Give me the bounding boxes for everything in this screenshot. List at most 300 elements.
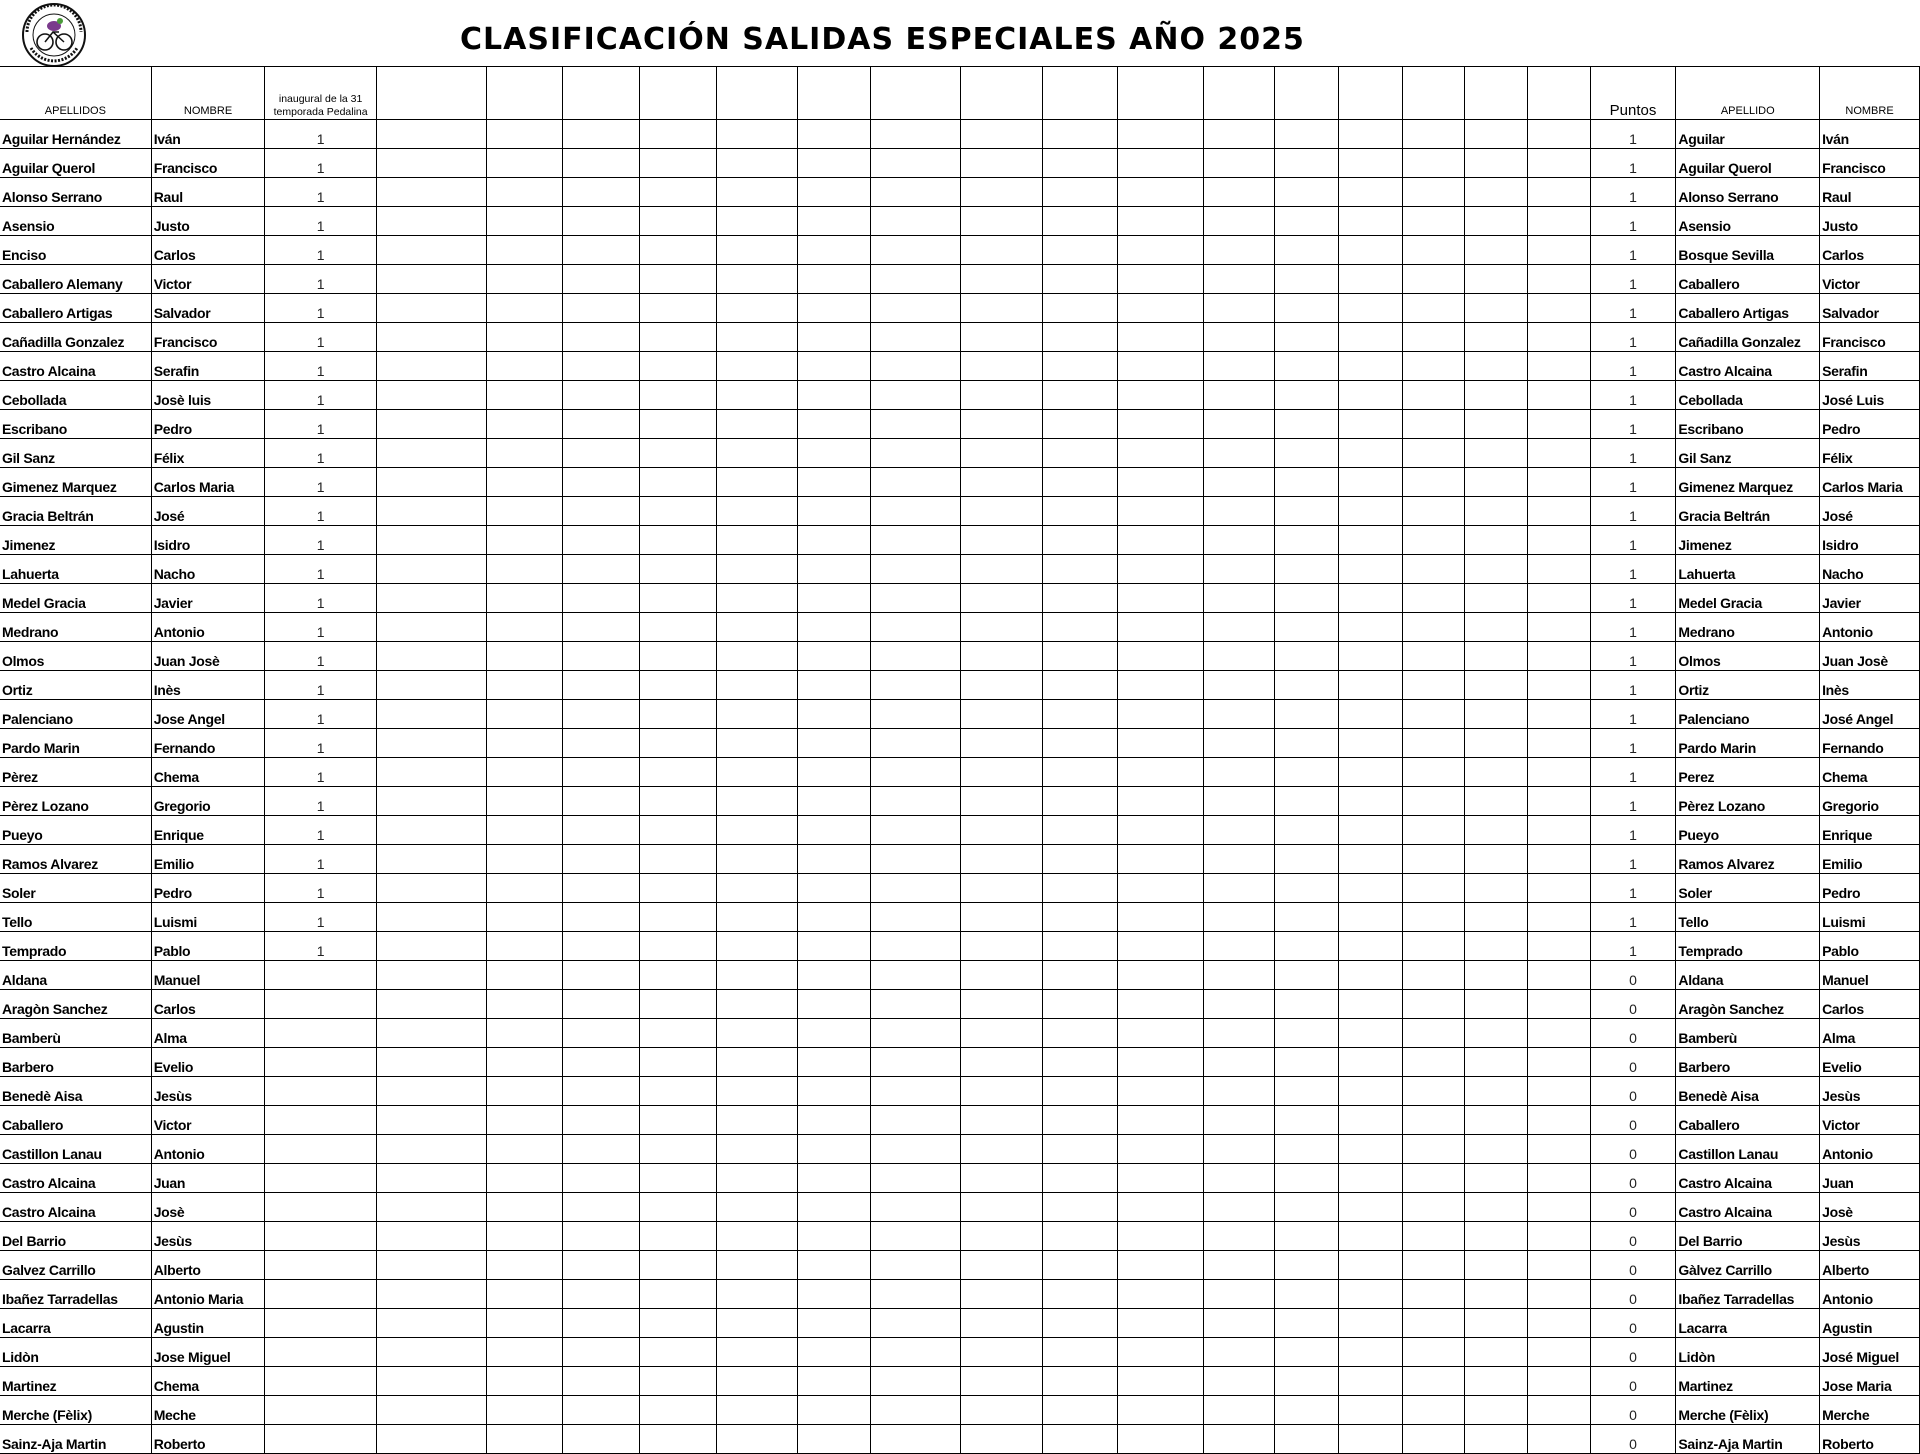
cell-event-empty[interactable] bbox=[376, 178, 486, 207]
cell-event-empty[interactable] bbox=[1465, 323, 1528, 352]
cell-event-empty[interactable] bbox=[1275, 555, 1338, 584]
cell-event-empty[interactable] bbox=[376, 1106, 486, 1135]
cell-event-empty[interactable] bbox=[639, 932, 716, 961]
cell-event-1[interactable]: 1 bbox=[265, 642, 377, 671]
cell-event-empty[interactable] bbox=[487, 642, 563, 671]
cell-event-empty[interactable] bbox=[1275, 294, 1338, 323]
cell-event-empty[interactable] bbox=[716, 265, 797, 294]
cell-event-empty[interactable] bbox=[1528, 1280, 1590, 1309]
cell-event-empty[interactable] bbox=[1275, 265, 1338, 294]
cell-event-empty[interactable] bbox=[376, 1309, 486, 1338]
cell-event-empty[interactable] bbox=[1275, 1251, 1338, 1280]
cell-event-empty[interactable] bbox=[376, 700, 486, 729]
cell-event-empty[interactable] bbox=[1528, 1077, 1590, 1106]
cell-nombre-2[interactable]: Emilio bbox=[1820, 845, 1920, 874]
cell-event-empty[interactable] bbox=[1275, 468, 1338, 497]
cell-event-empty[interactable] bbox=[1042, 323, 1117, 352]
cell-event-1[interactable]: 1 bbox=[265, 178, 377, 207]
cell-event-empty[interactable] bbox=[716, 642, 797, 671]
cell-event-empty[interactable] bbox=[961, 352, 1042, 381]
cell-event-empty[interactable] bbox=[961, 1135, 1042, 1164]
cell-event-empty[interactable] bbox=[1402, 874, 1464, 903]
cell-puntos[interactable]: 1 bbox=[1590, 468, 1676, 497]
cell-nombre[interactable]: Carlos bbox=[151, 236, 265, 265]
cell-event-empty[interactable] bbox=[639, 1164, 716, 1193]
cell-event-empty[interactable] bbox=[487, 265, 563, 294]
cell-puntos[interactable]: 1 bbox=[1590, 381, 1676, 410]
cell-event-empty[interactable] bbox=[871, 381, 961, 410]
cell-event-empty[interactable] bbox=[716, 149, 797, 178]
cell-event-empty[interactable] bbox=[1338, 816, 1402, 845]
cell-event-empty[interactable] bbox=[563, 584, 639, 613]
cell-puntos[interactable]: 0 bbox=[1590, 1396, 1676, 1425]
cell-event-empty[interactable] bbox=[1117, 1396, 1203, 1425]
cell-event-empty[interactable] bbox=[1042, 1077, 1117, 1106]
cell-event-empty[interactable] bbox=[871, 555, 961, 584]
cell-event-empty[interactable] bbox=[1117, 207, 1203, 236]
cell-event-empty[interactable] bbox=[1042, 352, 1117, 381]
cell-event-empty[interactable] bbox=[961, 584, 1042, 613]
cell-apellido[interactable]: Tello bbox=[1676, 903, 1820, 932]
cell-event-empty[interactable] bbox=[871, 352, 961, 381]
cell-event-empty[interactable] bbox=[639, 526, 716, 555]
cell-event-empty[interactable] bbox=[871, 642, 961, 671]
cell-puntos[interactable]: 0 bbox=[1590, 1077, 1676, 1106]
cell-apellido[interactable]: Del Barrio bbox=[1676, 1222, 1820, 1251]
cell-event-empty[interactable] bbox=[376, 439, 486, 468]
cell-event-empty[interactable] bbox=[639, 1193, 716, 1222]
cell-event-empty[interactable] bbox=[563, 294, 639, 323]
cell-event-1[interactable]: 1 bbox=[265, 555, 377, 584]
cell-event-1[interactable] bbox=[265, 1019, 377, 1048]
cell-nombre-2[interactable]: Carlos bbox=[1820, 990, 1920, 1019]
cell-event-empty[interactable] bbox=[1275, 700, 1338, 729]
cell-nombre-2[interactable]: Chema bbox=[1820, 758, 1920, 787]
cell-apellidos[interactable]: Galvez Carrillo bbox=[0, 1251, 151, 1280]
cell-apellidos[interactable]: Aguilar Hernández bbox=[0, 120, 151, 149]
cell-event-empty[interactable] bbox=[798, 700, 871, 729]
cell-event-empty[interactable] bbox=[871, 1222, 961, 1251]
cell-event-empty[interactable] bbox=[1528, 1106, 1590, 1135]
cell-event-empty[interactable] bbox=[1275, 1193, 1338, 1222]
cell-nombre-2[interactable]: Nacho bbox=[1820, 555, 1920, 584]
cell-event-1[interactable]: 1 bbox=[265, 816, 377, 845]
cell-event-empty[interactable] bbox=[1275, 1396, 1338, 1425]
cell-event-empty[interactable] bbox=[1465, 1164, 1528, 1193]
cell-event-empty[interactable] bbox=[639, 845, 716, 874]
cell-event-empty[interactable] bbox=[1338, 381, 1402, 410]
cell-event-empty[interactable] bbox=[1338, 265, 1402, 294]
cell-event-empty[interactable] bbox=[1117, 497, 1203, 526]
cell-event-empty[interactable] bbox=[376, 961, 486, 990]
cell-event-empty[interactable] bbox=[798, 990, 871, 1019]
cell-nombre[interactable]: Jose Angel bbox=[151, 700, 265, 729]
cell-event-empty[interactable] bbox=[716, 990, 797, 1019]
cell-event-empty[interactable] bbox=[716, 1193, 797, 1222]
cell-event-empty[interactable] bbox=[1203, 642, 1275, 671]
cell-event-empty[interactable] bbox=[798, 149, 871, 178]
cell-apellido[interactable]: Jimenez bbox=[1676, 526, 1820, 555]
cell-event-empty[interactable] bbox=[487, 990, 563, 1019]
cell-nombre-2[interactable]: Enrique bbox=[1820, 816, 1920, 845]
cell-apellido[interactable]: Sainz-Aja Martin bbox=[1676, 1425, 1820, 1454]
cell-event-empty[interactable] bbox=[716, 1222, 797, 1251]
cell-apellido[interactable]: Gimenez Marquez bbox=[1676, 468, 1820, 497]
cell-event-empty[interactable] bbox=[1402, 1164, 1464, 1193]
cell-event-empty[interactable] bbox=[716, 874, 797, 903]
cell-event-empty[interactable] bbox=[1402, 178, 1464, 207]
cell-event-empty[interactable] bbox=[487, 352, 563, 381]
cell-event-empty[interactable] bbox=[798, 1135, 871, 1164]
cell-event-empty[interactable] bbox=[1275, 584, 1338, 613]
cell-event-empty[interactable] bbox=[1042, 236, 1117, 265]
cell-event-1[interactable]: 1 bbox=[265, 294, 377, 323]
cell-event-empty[interactable] bbox=[563, 1309, 639, 1338]
cell-event-empty[interactable] bbox=[639, 816, 716, 845]
cell-nombre[interactable]: Victor bbox=[151, 265, 265, 294]
cell-event-empty[interactable] bbox=[1117, 1251, 1203, 1280]
cell-apellido[interactable]: Ramos Alvarez bbox=[1676, 845, 1820, 874]
cell-event-empty[interactable] bbox=[1042, 961, 1117, 990]
cell-puntos[interactable]: 1 bbox=[1590, 845, 1676, 874]
cell-event-empty[interactable] bbox=[871, 526, 961, 555]
cell-event-empty[interactable] bbox=[487, 816, 563, 845]
cell-puntos[interactable]: 0 bbox=[1590, 1048, 1676, 1077]
cell-puntos[interactable]: 1 bbox=[1590, 497, 1676, 526]
cell-event-empty[interactable] bbox=[1338, 323, 1402, 352]
cell-event-empty[interactable] bbox=[716, 845, 797, 874]
cell-event-empty[interactable] bbox=[798, 323, 871, 352]
cell-event-empty[interactable] bbox=[639, 1309, 716, 1338]
cell-nombre[interactable]: Josè bbox=[151, 1193, 265, 1222]
cell-event-empty[interactable] bbox=[1402, 497, 1464, 526]
cell-event-1[interactable] bbox=[265, 1396, 377, 1425]
cell-event-empty[interactable] bbox=[1117, 439, 1203, 468]
cell-event-empty[interactable] bbox=[1338, 178, 1402, 207]
cell-event-empty[interactable] bbox=[639, 149, 716, 178]
cell-event-empty[interactable] bbox=[1338, 729, 1402, 758]
cell-event-empty[interactable] bbox=[1465, 642, 1528, 671]
cell-event-empty[interactable] bbox=[798, 178, 871, 207]
cell-event-empty[interactable] bbox=[1275, 323, 1338, 352]
cell-event-empty[interactable] bbox=[487, 845, 563, 874]
cell-event-empty[interactable] bbox=[798, 1338, 871, 1367]
cell-event-empty[interactable] bbox=[563, 758, 639, 787]
cell-event-empty[interactable] bbox=[487, 236, 563, 265]
cell-event-empty[interactable] bbox=[639, 1135, 716, 1164]
cell-nombre-2[interactable]: Victor bbox=[1820, 265, 1920, 294]
cell-puntos[interactable]: 1 bbox=[1590, 903, 1676, 932]
cell-event-empty[interactable] bbox=[639, 352, 716, 381]
cell-event-empty[interactable] bbox=[798, 729, 871, 758]
cell-event-empty[interactable] bbox=[1465, 1106, 1528, 1135]
cell-puntos[interactable]: 1 bbox=[1590, 149, 1676, 178]
cell-event-empty[interactable] bbox=[487, 1425, 563, 1454]
cell-event-empty[interactable] bbox=[376, 468, 486, 497]
cell-event-empty[interactable] bbox=[1338, 642, 1402, 671]
cell-event-empty[interactable] bbox=[376, 1135, 486, 1164]
cell-nombre[interactable]: Enrique bbox=[151, 816, 265, 845]
cell-event-empty[interactable] bbox=[1275, 990, 1338, 1019]
cell-event-empty[interactable] bbox=[961, 613, 1042, 642]
cell-event-empty[interactable] bbox=[1117, 178, 1203, 207]
cell-nombre-2[interactable]: José Miguel bbox=[1820, 1338, 1920, 1367]
cell-apellidos[interactable]: Benedè Aisa bbox=[0, 1077, 151, 1106]
cell-event-empty[interactable] bbox=[1042, 149, 1117, 178]
cell-event-empty[interactable] bbox=[376, 874, 486, 903]
cell-event-empty[interactable] bbox=[1042, 1193, 1117, 1222]
cell-event-empty[interactable] bbox=[1528, 1193, 1590, 1222]
cell-event-empty[interactable] bbox=[563, 816, 639, 845]
cell-event-1[interactable]: 1 bbox=[265, 381, 377, 410]
cell-event-empty[interactable] bbox=[639, 1367, 716, 1396]
cell-event-1[interactable]: 1 bbox=[265, 120, 377, 149]
cell-event-empty[interactable] bbox=[1465, 1251, 1528, 1280]
cell-puntos[interactable]: 1 bbox=[1590, 236, 1676, 265]
cell-event-empty[interactable] bbox=[871, 932, 961, 961]
cell-event-empty[interactable] bbox=[961, 497, 1042, 526]
cell-event-empty[interactable] bbox=[871, 1077, 961, 1106]
cell-apellidos[interactable]: Tello bbox=[0, 903, 151, 932]
cell-event-empty[interactable] bbox=[798, 874, 871, 903]
cell-event-empty[interactable] bbox=[376, 323, 486, 352]
cell-event-empty[interactable] bbox=[1402, 381, 1464, 410]
cell-event-empty[interactable] bbox=[1528, 1251, 1590, 1280]
cell-event-empty[interactable] bbox=[376, 787, 486, 816]
cell-event-empty[interactable] bbox=[1042, 120, 1117, 149]
cell-event-empty[interactable] bbox=[1338, 874, 1402, 903]
cell-event-empty[interactable] bbox=[871, 1280, 961, 1309]
cell-event-empty[interactable] bbox=[1203, 584, 1275, 613]
cell-event-empty[interactable] bbox=[1465, 265, 1528, 294]
cell-event-empty[interactable] bbox=[1042, 1338, 1117, 1367]
cell-event-empty[interactable] bbox=[961, 642, 1042, 671]
cell-apellidos[interactable]: Caballero bbox=[0, 1106, 151, 1135]
cell-apellidos[interactable]: Alonso Serrano bbox=[0, 178, 151, 207]
cell-event-empty[interactable] bbox=[563, 845, 639, 874]
cell-event-empty[interactable] bbox=[1528, 468, 1590, 497]
cell-apellidos[interactable]: Ibañez Tarradellas bbox=[0, 1280, 151, 1309]
cell-event-empty[interactable] bbox=[1465, 410, 1528, 439]
cell-event-empty[interactable] bbox=[1402, 845, 1464, 874]
cell-event-empty[interactable] bbox=[871, 468, 961, 497]
cell-event-empty[interactable] bbox=[1203, 236, 1275, 265]
cell-event-empty[interactable] bbox=[1042, 468, 1117, 497]
cell-puntos[interactable]: 1 bbox=[1590, 410, 1676, 439]
cell-event-empty[interactable] bbox=[639, 1280, 716, 1309]
cell-nombre-2[interactable]: Raul bbox=[1820, 178, 1920, 207]
cell-nombre-2[interactable]: Agustin bbox=[1820, 1309, 1920, 1338]
cell-event-1[interactable]: 1 bbox=[265, 410, 377, 439]
cell-nombre-2[interactable]: Evelio bbox=[1820, 1048, 1920, 1077]
cell-event-empty[interactable] bbox=[376, 1425, 486, 1454]
cell-event-empty[interactable] bbox=[961, 1077, 1042, 1106]
cell-event-empty[interactable] bbox=[871, 816, 961, 845]
cell-event-empty[interactable] bbox=[961, 874, 1042, 903]
cell-apellidos[interactable]: Caballero Artigas bbox=[0, 294, 151, 323]
cell-puntos[interactable]: 1 bbox=[1590, 816, 1676, 845]
cell-nombre-2[interactable]: Serafin bbox=[1820, 352, 1920, 381]
cell-event-1[interactable] bbox=[265, 1338, 377, 1367]
cell-event-empty[interactable] bbox=[487, 207, 563, 236]
cell-event-empty[interactable] bbox=[376, 1251, 486, 1280]
cell-event-empty[interactable] bbox=[961, 845, 1042, 874]
cell-apellidos[interactable]: Pèrez bbox=[0, 758, 151, 787]
cell-event-empty[interactable] bbox=[1338, 584, 1402, 613]
cell-event-empty[interactable] bbox=[716, 1425, 797, 1454]
cell-event-empty[interactable] bbox=[1528, 410, 1590, 439]
cell-event-empty[interactable] bbox=[871, 671, 961, 700]
cell-event-empty[interactable] bbox=[1338, 990, 1402, 1019]
cell-event-empty[interactable] bbox=[1465, 120, 1528, 149]
cell-event-empty[interactable] bbox=[1042, 1251, 1117, 1280]
cell-event-empty[interactable] bbox=[376, 1193, 486, 1222]
cell-event-empty[interactable] bbox=[639, 1077, 716, 1106]
cell-nombre[interactable]: Isidro bbox=[151, 526, 265, 555]
cell-event-empty[interactable] bbox=[563, 149, 639, 178]
cell-apellidos[interactable]: Pueyo bbox=[0, 816, 151, 845]
cell-nombre[interactable]: Victor bbox=[151, 1106, 265, 1135]
cell-event-empty[interactable] bbox=[961, 1106, 1042, 1135]
cell-event-empty[interactable] bbox=[1203, 381, 1275, 410]
cell-event-empty[interactable] bbox=[1275, 903, 1338, 932]
cell-apellidos[interactable]: Merche (Fèlix) bbox=[0, 1396, 151, 1425]
cell-event-empty[interactable] bbox=[961, 1396, 1042, 1425]
cell-event-empty[interactable] bbox=[1203, 816, 1275, 845]
cell-nombre[interactable]: Antonio Maria bbox=[151, 1280, 265, 1309]
cell-event-empty[interactable] bbox=[716, 787, 797, 816]
cell-event-empty[interactable] bbox=[871, 700, 961, 729]
cell-apellido[interactable]: Alonso Serrano bbox=[1676, 178, 1820, 207]
cell-event-empty[interactable] bbox=[1528, 1367, 1590, 1396]
cell-nombre-2[interactable]: Roberto bbox=[1820, 1425, 1920, 1454]
cell-event-empty[interactable] bbox=[1117, 1164, 1203, 1193]
cell-apellidos[interactable]: Gimenez Marquez bbox=[0, 468, 151, 497]
cell-event-empty[interactable] bbox=[1203, 410, 1275, 439]
cell-event-empty[interactable] bbox=[376, 149, 486, 178]
cell-event-empty[interactable] bbox=[639, 758, 716, 787]
cell-event-empty[interactable] bbox=[639, 1106, 716, 1135]
cell-event-empty[interactable] bbox=[961, 758, 1042, 787]
cell-nombre-2[interactable]: Carlos Maria bbox=[1820, 468, 1920, 497]
cell-nombre[interactable]: Jesùs bbox=[151, 1222, 265, 1251]
cell-event-empty[interactable] bbox=[639, 903, 716, 932]
cell-apellidos[interactable]: Castro Alcaina bbox=[0, 1164, 151, 1193]
cell-event-empty[interactable] bbox=[961, 903, 1042, 932]
cell-event-empty[interactable] bbox=[1402, 1425, 1464, 1454]
cell-event-1[interactable]: 1 bbox=[265, 787, 377, 816]
cell-event-empty[interactable] bbox=[376, 526, 486, 555]
cell-event-1[interactable] bbox=[265, 1280, 377, 1309]
cell-nombre-2[interactable]: Justo bbox=[1820, 207, 1920, 236]
cell-nombre-2[interactable]: Manuel bbox=[1820, 961, 1920, 990]
cell-event-empty[interactable] bbox=[798, 207, 871, 236]
cell-event-empty[interactable] bbox=[1465, 729, 1528, 758]
cell-event-empty[interactable] bbox=[871, 1396, 961, 1425]
cell-event-empty[interactable] bbox=[1042, 1019, 1117, 1048]
cell-event-empty[interactable] bbox=[563, 903, 639, 932]
cell-event-empty[interactable] bbox=[487, 1019, 563, 1048]
cell-event-empty[interactable] bbox=[1042, 265, 1117, 294]
cell-event-empty[interactable] bbox=[961, 1338, 1042, 1367]
cell-nombre[interactable]: Jesùs bbox=[151, 1077, 265, 1106]
cell-event-empty[interactable] bbox=[1465, 1367, 1528, 1396]
cell-event-1[interactable] bbox=[265, 1309, 377, 1338]
cell-nombre-2[interactable]: Victor bbox=[1820, 1106, 1920, 1135]
cell-event-empty[interactable] bbox=[716, 468, 797, 497]
cell-apellido[interactable]: Caballero bbox=[1676, 1106, 1820, 1135]
cell-event-empty[interactable] bbox=[871, 874, 961, 903]
cell-event-empty[interactable] bbox=[1203, 787, 1275, 816]
cell-apellido[interactable]: Escribano bbox=[1676, 410, 1820, 439]
cell-nombre[interactable]: Antonio bbox=[151, 1135, 265, 1164]
cell-event-empty[interactable] bbox=[376, 1048, 486, 1077]
cell-event-empty[interactable] bbox=[487, 381, 563, 410]
cell-event-empty[interactable] bbox=[563, 990, 639, 1019]
cell-puntos[interactable]: 1 bbox=[1590, 207, 1676, 236]
cell-event-empty[interactable] bbox=[798, 671, 871, 700]
cell-event-empty[interactable] bbox=[1117, 265, 1203, 294]
cell-nombre-2[interactable]: Salvador bbox=[1820, 294, 1920, 323]
cell-event-empty[interactable] bbox=[1402, 961, 1464, 990]
cell-event-empty[interactable] bbox=[1465, 1309, 1528, 1338]
cell-event-empty[interactable] bbox=[376, 642, 486, 671]
cell-event-empty[interactable] bbox=[1117, 1106, 1203, 1135]
cell-event-empty[interactable] bbox=[798, 613, 871, 642]
cell-event-empty[interactable] bbox=[961, 178, 1042, 207]
cell-event-empty[interactable] bbox=[376, 1222, 486, 1251]
cell-event-empty[interactable] bbox=[716, 1367, 797, 1396]
cell-event-1[interactable]: 1 bbox=[265, 352, 377, 381]
cell-event-empty[interactable] bbox=[639, 207, 716, 236]
cell-event-empty[interactable] bbox=[1402, 1338, 1464, 1367]
cell-nombre-2[interactable]: Francisco bbox=[1820, 149, 1920, 178]
cell-event-empty[interactable] bbox=[1465, 1338, 1528, 1367]
cell-event-1[interactable] bbox=[265, 1135, 377, 1164]
cell-puntos[interactable]: 0 bbox=[1590, 1193, 1676, 1222]
cell-event-empty[interactable] bbox=[1338, 1193, 1402, 1222]
cell-apellidos[interactable]: Ortiz bbox=[0, 671, 151, 700]
cell-event-empty[interactable] bbox=[1528, 120, 1590, 149]
cell-event-empty[interactable] bbox=[376, 758, 486, 787]
cell-event-1[interactable]: 1 bbox=[265, 207, 377, 236]
cell-event-empty[interactable] bbox=[1402, 265, 1464, 294]
cell-event-empty[interactable] bbox=[376, 816, 486, 845]
cell-apellido[interactable]: Castro Alcaina bbox=[1676, 1193, 1820, 1222]
cell-puntos[interactable]: 1 bbox=[1590, 874, 1676, 903]
cell-event-empty[interactable] bbox=[1528, 874, 1590, 903]
cell-puntos[interactable]: 0 bbox=[1590, 1164, 1676, 1193]
cell-event-empty[interactable] bbox=[1275, 410, 1338, 439]
cell-event-empty[interactable] bbox=[716, 410, 797, 439]
cell-event-empty[interactable] bbox=[1203, 1338, 1275, 1367]
cell-event-empty[interactable] bbox=[1117, 1425, 1203, 1454]
cell-nombre[interactable]: Josè luis bbox=[151, 381, 265, 410]
cell-event-empty[interactable] bbox=[1402, 903, 1464, 932]
cell-apellidos[interactable]: Palenciano bbox=[0, 700, 151, 729]
cell-event-empty[interactable] bbox=[376, 555, 486, 584]
cell-event-empty[interactable] bbox=[871, 1309, 961, 1338]
cell-event-empty[interactable] bbox=[1402, 642, 1464, 671]
cell-event-1[interactable]: 1 bbox=[265, 468, 377, 497]
cell-event-empty[interactable] bbox=[1117, 352, 1203, 381]
cell-event-empty[interactable] bbox=[1528, 207, 1590, 236]
cell-event-empty[interactable] bbox=[716, 497, 797, 526]
cell-event-empty[interactable] bbox=[1465, 294, 1528, 323]
cell-event-empty[interactable] bbox=[1338, 1222, 1402, 1251]
cell-event-empty[interactable] bbox=[1402, 671, 1464, 700]
cell-event-empty[interactable] bbox=[563, 555, 639, 584]
